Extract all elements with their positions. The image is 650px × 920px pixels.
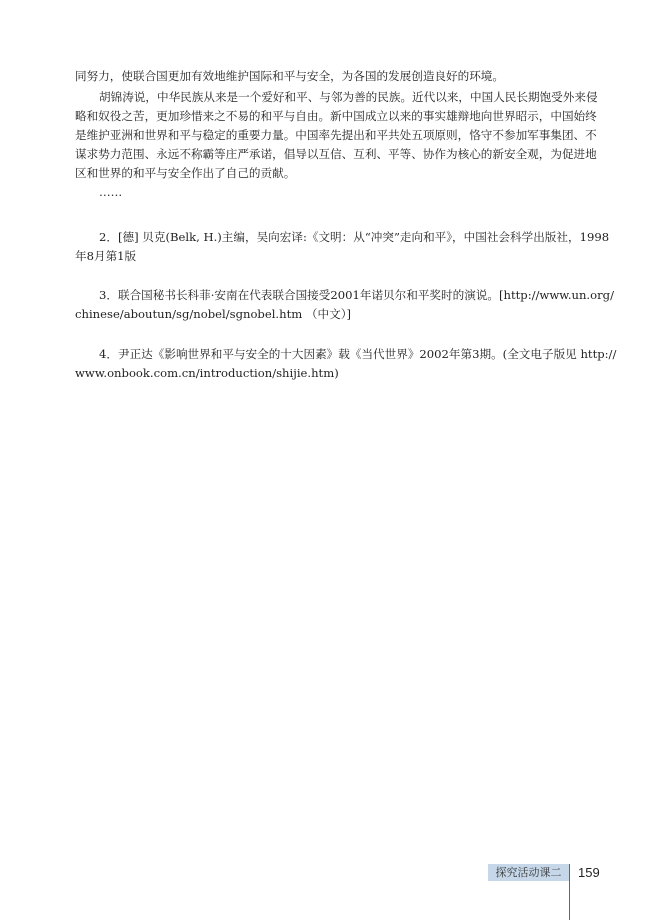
reference-line: chinese/aboutun/sg/nobel/sgnobel.htm （中文）] <box>75 307 352 321</box>
reference-line: 4．尹正达《影响世界和平与安全的十大因素》载《当代世界》2002年第3期。(全文电子版见 http:// <box>99 347 617 361</box>
section-label: 探究活动课二 <box>488 864 569 881</box>
footer-divider <box>569 864 570 920</box>
paragraph-line: 同努力，使联合国更加有效地维护国际和平与安全，为各国的发展创造良好的环境。 <box>75 69 504 83</box>
paragraph-line: 是维护亚洲和世界和平与稳定的重要力量。中国率先提出和平共处五项原则，恪守不参加军事集团、不 <box>75 128 597 142</box>
reference-line: 年8月第1版 <box>75 249 137 263</box>
reference-line: 2．[德] 贝克(Belk, H.)主编，吴向宏译:《文明：从“冲突”走向和平》，中国社会科学出版社，1998 <box>99 230 610 244</box>
paragraph-line: 谋求势力范围、永远不称霸等庄严承诺，倡导以互信、互利、平等、协作为核心的新安全观，为促进地 <box>75 147 597 161</box>
paragraph-line: 胡锦涛说，中华民族从来是一个爱好和平、与邻为善的民族。近代以来，中国人民长期饱受外来侵 <box>99 90 598 104</box>
reference-line: www.onbook.com.cn/introduction/shijie.htm) <box>75 366 339 380</box>
paragraph-line: 区和世界的和平与安全作出了自己的贡献。 <box>75 166 296 180</box>
page-number: 159 <box>578 865 600 880</box>
ellipsis: …… <box>99 185 123 199</box>
paragraph-line: 略和奴役之苦，更加珍惜来之不易的和平与自由。新中国成立以来的事实雄辩地向世界昭示，中国始终 <box>75 109 597 123</box>
reference-line: 3．联合国秘书长科菲·安南在代表联合国接受2001年诺贝尔和平奖时的演说。[http://www.un.org/ <box>99 288 614 302</box>
